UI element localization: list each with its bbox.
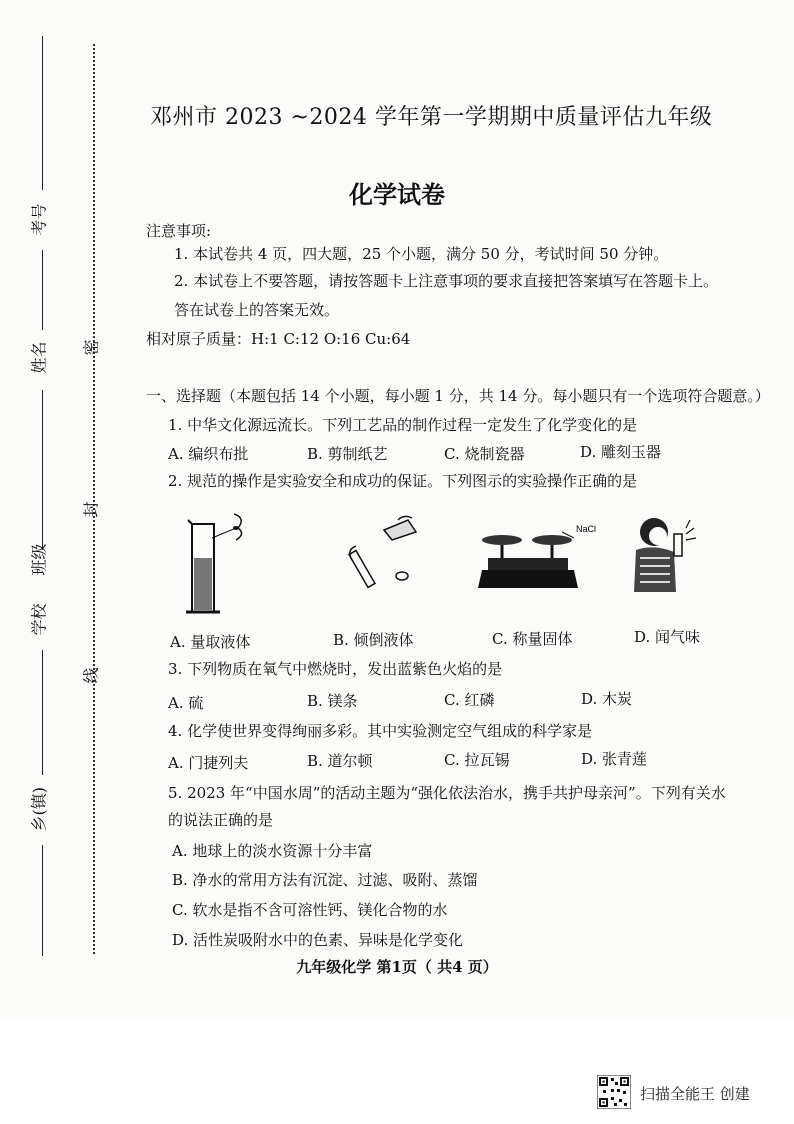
q5-option-b: B. 净水的常用方法有沉淀、过滤、吸附、蒸馏 [172, 871, 478, 889]
nacl-label: NaCl [576, 524, 597, 534]
question-5-stem-cont: 的说法正确的是 [168, 811, 274, 829]
page-footer: 九年级化学 第1页（ 共4 页） [296, 958, 498, 976]
q3-option-d: D. 木炭 [581, 690, 633, 708]
q1-option-a: A. 编织布批 [168, 445, 249, 463]
q4-option-a: A. 门捷列夫 [168, 754, 249, 772]
town-label: 乡(镇) [29, 787, 49, 832]
section-heading: 一、选择题（本题包括 14 个小题，每小题 1 分，共 14 分。每小题只有一个选项符合题意。） [146, 387, 770, 405]
q1-option-b: B. 剪制纸艺 [307, 445, 388, 463]
seal-char-mi: 密 [81, 339, 101, 356]
q2-option-b: B. 倾倒液体 [333, 631, 414, 649]
q1-option-c: C. 烧制瓷器 [444, 445, 525, 463]
note-item-3: 答在试卷上的答案无效。 [174, 301, 340, 319]
q2-option-d: D. 闻气味 [634, 628, 701, 646]
q2-option-c: C. 称量固体 [492, 630, 573, 648]
note-item-1: 1. 本试卷共 4 页，四大题，25 个小题，满分 50 分，考试时间 50 分钟。 [174, 245, 669, 263]
question-5-stem: 5. 2023 年“中国水周”的活动主题为“强化依法治水，携手共护母亲河”。下列有关水 [168, 784, 726, 802]
q4-option-b: B. 道尔顿 [307, 752, 373, 770]
q4-option-c: C. 拉瓦锡 [444, 751, 510, 769]
exam-subject: 化学试卷 [349, 181, 445, 209]
smell-gas-figure [630, 514, 702, 594]
class-label: 班级 [29, 543, 49, 576]
q1-option-d: D. 雕刻玉器 [580, 443, 662, 461]
seal-char-feng: 封 [81, 501, 101, 518]
q5-option-d: D. 活性炭吸附水中的色素、异味是化学变化 [172, 931, 464, 949]
q2-option-a: A. 量取液体 [170, 633, 251, 651]
note-item-2: 2. 本试卷上不要答题，请按答题卡上注意事项的要求直接把答案填写在答题卡上。 [174, 272, 719, 290]
q3-option-b: B. 镁条 [307, 692, 358, 710]
q3-option-a: A. 硫 [168, 694, 204, 712]
cylinder-liquid [194, 558, 212, 610]
q4-option-d: D. 张青莲 [581, 750, 648, 768]
school-label: 学校 [29, 603, 49, 636]
balance-scale-figure [478, 518, 598, 598]
seal-char-xian: 线 [81, 667, 101, 684]
q3-option-c: C. 红磷 [444, 691, 495, 709]
atomic-mass-line: 相对原子质量：H:1 C:12 O:16 Cu:64 [146, 330, 411, 348]
question-2-stem: 2. 规范的操作是实验安全和成功的保证。下列图示的实验操作正确的是 [168, 472, 638, 490]
q5-option-a: A. 地球上的淡水资源十分丰富 [172, 842, 373, 860]
exam-number-label: 考号 [29, 203, 49, 236]
question-1-stem: 1. 中华文化源远流长。下列工艺品的制作过程一定发生了化学变化的是 [168, 416, 638, 434]
name-label: 姓名 [29, 341, 49, 374]
qr-code-icon [597, 1075, 631, 1109]
q5-option-c: C. 软水是指不含可溶性钙、镁化合物的水 [172, 901, 448, 919]
question-3-stem: 3. 下列物质在氧气中燃烧时，发出蓝紫色火焰的是 [168, 660, 503, 678]
notes-heading: 注意事项: [146, 222, 212, 240]
exam-title: 邓州市 2023 ~2024 学年第一学期期中质量评估九年级 [150, 105, 713, 130]
pouring-liquid-figure [338, 510, 428, 600]
question-4-stem: 4. 化学使世界变得绚丽多彩。其中实验测定空气组成的科学家是 [168, 722, 593, 740]
scanner-watermark: 扫描全能王 创建 [640, 1085, 750, 1103]
graduated-cylinder-figure [176, 508, 266, 618]
